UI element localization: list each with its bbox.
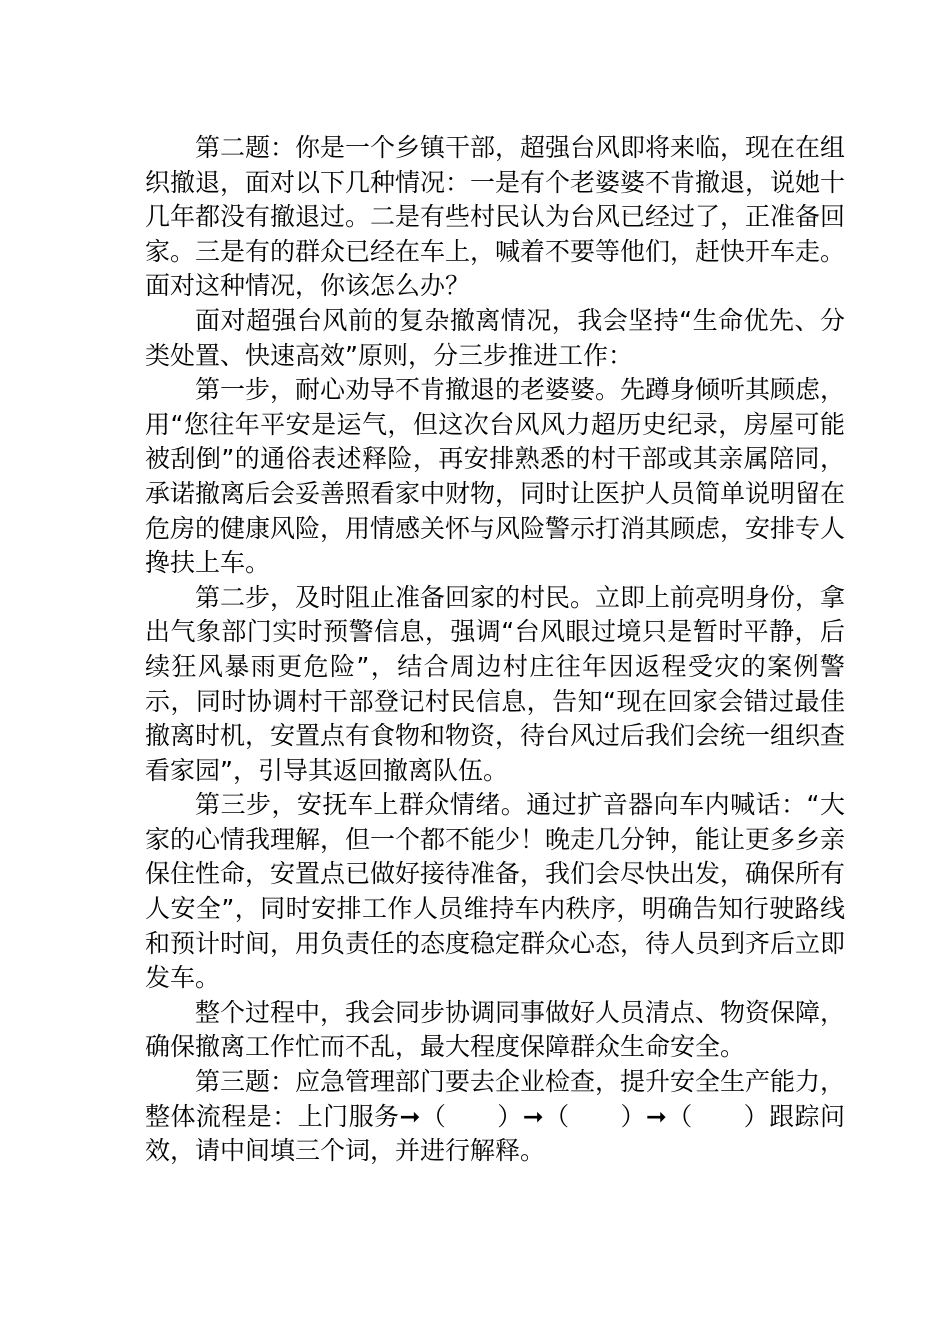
answer-step-two: 第二步，及时阻止准备回家的村民。立即上前亮明身份，拿出气象部门实时预警信息，强调“台风眼过境只是暂时平静，后续狂风暴雨更危险”，结合周边村庄往年因返程受灾的案例警示，同时协调村干部登记村民信息，告知“现在回家会错过最佳撤离时机，安置点有食物和物资，待台风过后我们会统一组织查看家园”，引导其返回撤离队伍。 — [145, 582, 846, 785]
answer-step-three: 第三步，安抚车上群众情绪。通过扩音器向车内喊话：“大家的心情我理解，但一个都不能少！晚走几分钟，能让更多乡亲保住性命，安置点已做好接待准备，我们会尽快出发，确保所有人安全”，同时安排工作人员维持车内秩序，明确告知行驶路线和预计时间，用负责任的态度稳定群众心态，待人员到齐后立即发车。 — [145, 790, 846, 993]
document-body — [145, 131, 845, 1169]
question-two: 第二题：你是一个乡镇干部，超强台风即将来临，现在在组织撤退，面对以下几种情况：一是有个老婆婆不肯撤退，说她十几年都没有撤退过。二是有些村民认为台风已经过了，正准备回家。三是有的群众已经在车上，喊着不要等他们，赶快开车走。面对这种情况，你该怎么办？ — [145, 133, 846, 301]
answer-step-one: 第一步，耐心劝导不肯撤退的老婆婆。先蹲身倾听其顾虑，用“您往年平安是运气，但这次台风风力超历史纪录，房屋可能被刮倒”的通俗表述释险，再安排熟悉的村干部或其亲属陪同，承诺撤离后会妥善照看家中财物，同时让医护人员简单说明留在危房的健康风险，用情感关怀与风险警示打消其顾虑，安排专人搀扶上车。 — [145, 375, 846, 578]
answer-summary: 整个过程中，我会同步协调同事做好人员清点、物资保障，确保撤离工作忙而不乱，最大程度保障群众生命安全。 — [145, 997, 846, 1062]
answer-intro: 面对超强台风前的复杂撤离情况，我会坚持“生命优先、分类处置、快速高效”原则，分三步推进工作： — [145, 305, 845, 370]
question-three: 第三题：应急管理部门要去企业检查，提升安全生产能力，整体流程是：上门服务➞（ ）➞（ ）➞（ ）跟踪问效，请中间填三个词，并进行解释。 — [145, 1067, 846, 1166]
